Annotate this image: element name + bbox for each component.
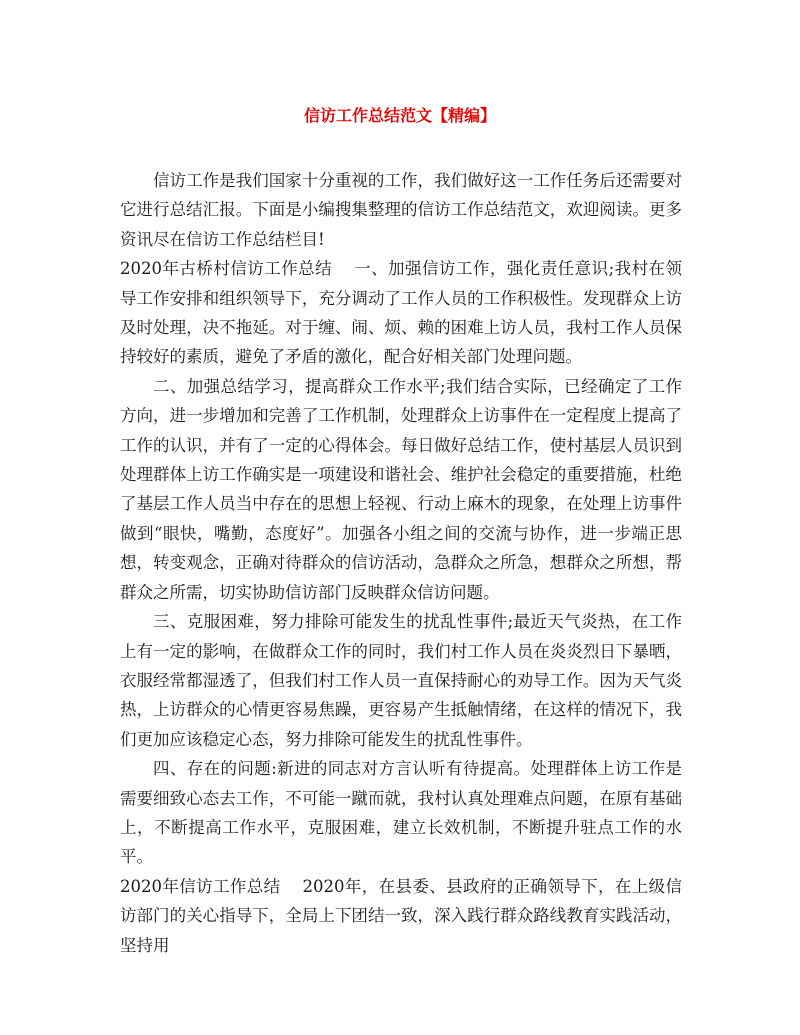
paragraph-point-4 [120,754,682,872]
paragraph-point-3 [120,607,682,754]
paragraph-section-heading-1 [120,254,682,372]
paragraph-text: 二、加强总结学习，提高群众工作水平;我们结合实际，已经确定了工作方向，进一步增加和完善了工作机制，处理群众上访事件在一定程度上提高了工作的认识，并有了一定的心得体会。每日做好总结工作，使村基层人员识到处理群体上访工作确实是一项建设和谐社会、维护社会稳定的重要措施，杜绝了基层工作人员当中存在的思想上轻视、行动上麻木的现象，在处理上访事件做到“眼快，嘴勤，态度好”。加强各小组之间的交流与协作，进一步端正思想，转变观念，正确对待群众的信访活动，急群众之所急，想群众之所想，帮群众之所需，切实协助信访部门反映群众信访问题。 [120,376,682,602]
paragraph-section-heading-2 [120,872,682,960]
paragraph-text: 四、存在的问题:新进的同志对方言认听有待提高。处理群体上访工作是需要细致心态去工作，不可能一蹴而就，我村认真处理难点问题，在原有基础上，不断提高工作水平，克服困难，建立长效机制，不断提升驻点工作的水平。 [120,759,682,867]
document-body [120,166,682,960]
paragraph-text: 信访工作是我们国家十分重视的工作，我们做好这一工作任务后还需要对它进行总结汇报。下面是小编搜集整理的信访工作总结范文，欢迎阅读。更多资讯尽在信访工作总结栏目! [120,171,682,249]
paragraph-text: 2020年，在县委、县政府的正确领导下，在上级信访部门的关心指导下，全局上下团结一致，深入践行群众路线教育实践活动，坚持用 [120,876,682,955]
paragraph-text: 一、加强信访工作，强化责任意识;我村在领导工作安排和组织领导下，充分调动了工作人员的工作积极性。发现群众上访及时处理，决不拖延。对于缠、闹、烦、赖的困难上访人员，我村工作人员保持较好的素质，避免了矛盾的激化，配合好相关部门处理问题。 [120,259,682,367]
section-heading: 2020年信访工作总结 [120,876,281,896]
section-heading: 2020年古桥村信访工作总结 [120,259,333,279]
paragraph-text: 三、克服困难，努力排除可能发生的扰乱性事件;最近天气炎热，在工作上有一定的影响，在做群众工作的同时，我们村工作人员在炎炎烈日下暴晒，衣服经常都湿透了，但我们村工作人员一直保持耐心的劝导工作。因为天气炎热，上访群众的心情更容易焦躁，更容易产生抵触情绪，在这样的情况下，我们更加应该稳定心态，努力排除可能发生的扰乱性事件。 [120,612,682,749]
document-title: 信访工作总结范文【精编】 [303,106,496,125]
paragraph-point-2 [120,372,682,607]
paragraph-intro [120,166,682,254]
